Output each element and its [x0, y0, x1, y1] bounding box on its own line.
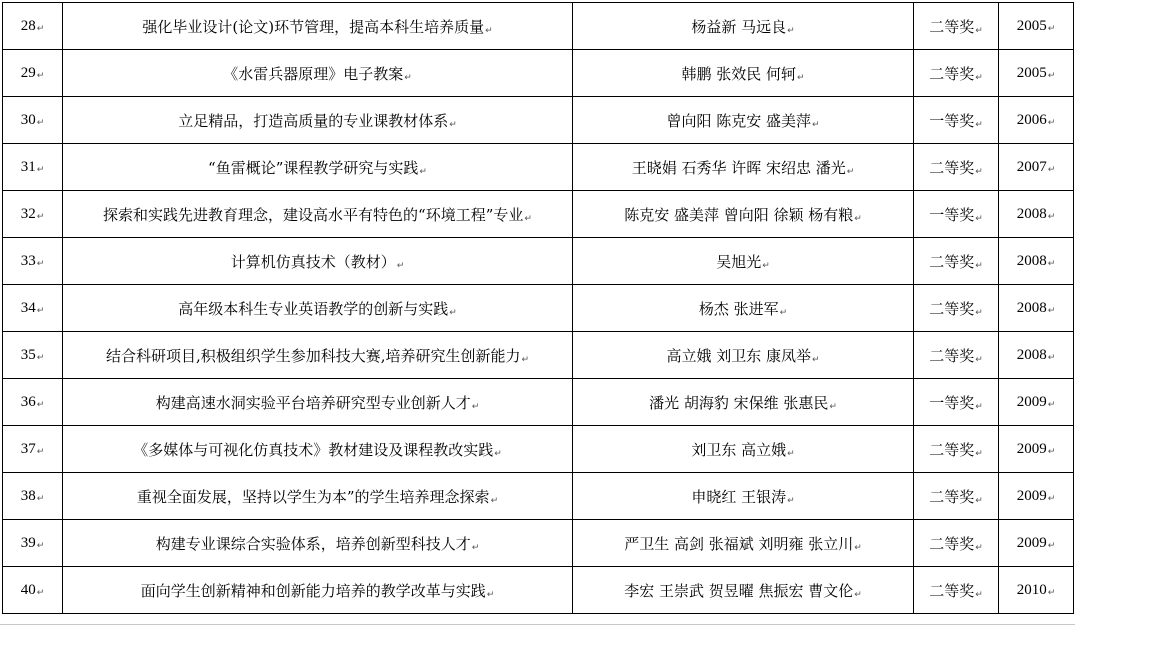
table-row — [3, 97, 1074, 144]
authors: 王晓娟 石秀华 许晖 宋绍忠 潘光 — [631, 158, 846, 177]
table-row — [3, 191, 1074, 238]
prize-cell — [914, 3, 999, 50]
authors: 韩鹏 张效民 何轲 — [681, 64, 796, 83]
prize-cell — [914, 379, 999, 426]
paragraph-mark-icon: ↵ — [975, 495, 983, 506]
row-number-cell — [3, 3, 63, 50]
authors: 吴旭光 — [716, 252, 762, 271]
paragraph-mark-icon: ↵ — [36, 493, 45, 504]
prize-cell — [914, 144, 999, 191]
paragraph-mark-icon: ↵ — [36, 446, 45, 457]
project-title-cell — [63, 567, 573, 614]
year-cell — [999, 473, 1074, 520]
row-number: 36 — [20, 393, 36, 410]
project-title: 结合科研项目,积极组织学生参加科技大赛,培养研究生创新能力 — [105, 346, 521, 365]
paragraph-mark-icon: ↵ — [1047, 164, 1056, 175]
project-title-cell — [63, 520, 573, 567]
year-cell — [999, 144, 1074, 191]
paragraph-mark-icon: ↵ — [975, 260, 983, 271]
row-number: 35 — [20, 346, 36, 363]
authors-cell — [573, 332, 914, 379]
prize-cell — [914, 191, 999, 238]
paragraph-mark-icon: ↵ — [36, 305, 45, 316]
row-number: 40 — [20, 581, 36, 598]
project-title-cell — [63, 285, 573, 332]
award-year: 2008 — [1016, 299, 1047, 316]
prize-cell — [914, 426, 999, 473]
prize-level: 二等奖 — [929, 487, 975, 506]
paragraph-mark-icon: ↵ — [1047, 399, 1056, 410]
row-number-cell — [3, 285, 63, 332]
paragraph-mark-icon: ↵ — [36, 117, 45, 128]
award-year: 2007 — [1016, 158, 1047, 175]
paragraph-mark-icon: ↵ — [854, 213, 862, 224]
prize-cell — [914, 50, 999, 97]
paragraph-mark-icon: ↵ — [1047, 540, 1056, 551]
prize-level: 一等奖 — [929, 393, 975, 412]
paragraph-mark-icon: ↵ — [975, 25, 983, 36]
prize-level: 二等奖 — [929, 581, 975, 600]
table-row — [3, 426, 1074, 473]
paragraph-mark-icon: ↵ — [797, 72, 805, 83]
paragraph-mark-icon: ↵ — [486, 589, 495, 600]
project-title: 立足精品，打造高质量的专业课教材体系 — [178, 111, 449, 130]
project-title-cell — [63, 3, 573, 50]
authors: 杨益新 马远良 — [691, 17, 787, 36]
paragraph-mark-icon: ↵ — [521, 354, 530, 365]
row-number-cell — [3, 473, 63, 520]
award-year: 2009 — [1016, 440, 1047, 457]
paragraph-mark-icon: ↵ — [854, 589, 862, 600]
authors-cell — [573, 285, 914, 332]
row-number-cell — [3, 567, 63, 614]
row-number: 30 — [20, 111, 36, 128]
project-title-cell — [63, 97, 573, 144]
authors: 申晓红 王银涛 — [691, 487, 787, 506]
paragraph-mark-icon: ↵ — [490, 495, 499, 506]
table-row — [3, 473, 1074, 520]
paragraph-mark-icon: ↵ — [1047, 305, 1056, 316]
paragraph-mark-icon: ↵ — [36, 399, 45, 410]
authors-cell — [573, 567, 914, 614]
paragraph-mark-icon: ↵ — [779, 307, 788, 318]
project-title-cell — [63, 238, 573, 285]
paragraph-mark-icon: ↵ — [829, 401, 837, 412]
awards-table-body — [3, 3, 1074, 614]
year-cell — [999, 567, 1074, 614]
table-row — [3, 3, 1074, 50]
paragraph-mark-icon: ↵ — [1047, 446, 1056, 457]
paragraph-mark-icon: ↵ — [812, 119, 820, 130]
table-row — [3, 238, 1074, 285]
row-number: 28 — [20, 17, 36, 34]
project-title: 强化毕业设计(论文)环节管理，提高本科生培养质量 — [142, 17, 485, 36]
row-number: 39 — [20, 534, 36, 551]
paragraph-mark-icon: ↵ — [36, 352, 45, 363]
paragraph-mark-icon: ↵ — [1047, 23, 1056, 34]
authors: 杨杰 张进军 — [698, 299, 779, 318]
paragraph-mark-icon: ↵ — [36, 587, 45, 598]
paragraph-mark-icon: ↵ — [449, 119, 457, 130]
year-cell — [999, 520, 1074, 567]
prize-level: 一等奖 — [929, 205, 975, 224]
authors-cell — [573, 379, 914, 426]
table-row — [3, 332, 1074, 379]
paragraph-mark-icon: ↵ — [1047, 258, 1056, 269]
project-title: 《水雷兵器原理》电子教案 — [223, 64, 404, 83]
award-year: 2005 — [1016, 17, 1047, 34]
row-number: 34 — [20, 299, 36, 316]
paragraph-mark-icon: ↵ — [1047, 70, 1056, 81]
table-row — [3, 379, 1074, 426]
paragraph-mark-icon: ↵ — [449, 307, 457, 318]
year-cell — [999, 285, 1074, 332]
paragraph-mark-icon: ↵ — [975, 354, 983, 365]
row-number-cell — [3, 332, 63, 379]
authors-cell — [573, 520, 914, 567]
prize-level: 二等奖 — [929, 158, 975, 177]
project-title-cell — [63, 144, 573, 191]
row-number-cell — [3, 144, 63, 191]
paragraph-mark-icon: ↵ — [471, 401, 480, 412]
paragraph-mark-icon: ↵ — [1047, 587, 1056, 598]
prize-cell — [914, 332, 999, 379]
project-title: “鱼雷概论”课程教学研究与实践 — [208, 158, 419, 177]
prize-cell — [914, 520, 999, 567]
paragraph-mark-icon: ↵ — [975, 307, 983, 318]
award-year: 2009 — [1016, 487, 1047, 504]
authors: 刘卫东 高立娥 — [691, 440, 787, 459]
project-title-cell — [63, 191, 573, 238]
paragraph-mark-icon: ↵ — [854, 542, 862, 553]
authors-cell — [573, 97, 914, 144]
award-year: 2009 — [1016, 393, 1047, 410]
row-number: 31 — [20, 158, 36, 175]
paragraph-mark-icon: ↵ — [1047, 211, 1056, 222]
paragraph-mark-icon: ↵ — [787, 495, 795, 506]
authors-cell — [573, 191, 914, 238]
paragraph-mark-icon: ↵ — [36, 23, 45, 34]
award-year: 2008 — [1016, 252, 1047, 269]
page-edge-line — [0, 624, 1075, 625]
project-title: 高年级本科生专业英语教学的创新与实践 — [178, 299, 449, 318]
row-number: 33 — [20, 252, 36, 269]
prize-level: 二等奖 — [929, 440, 975, 459]
authors: 曾向阳 陈克安 盛美萍 — [666, 111, 811, 130]
prize-level: 二等奖 — [929, 299, 975, 318]
authors: 高立娥 刘卫东 康凤举 — [666, 346, 811, 365]
prize-level: 二等奖 — [929, 64, 975, 83]
paragraph-mark-icon: ↵ — [846, 166, 855, 177]
project-title-cell — [63, 50, 573, 97]
row-number: 32 — [20, 205, 36, 222]
project-title-cell — [63, 473, 573, 520]
authors-cell — [573, 426, 914, 473]
prize-level: 一等奖 — [929, 111, 975, 130]
row-number: 37 — [20, 440, 36, 457]
paragraph-mark-icon: ↵ — [975, 589, 983, 600]
authors: 潘光 胡海豹 宋保维 张惠民 — [649, 393, 829, 412]
year-cell — [999, 97, 1074, 144]
year-cell — [999, 50, 1074, 97]
project-title: 构建高速水洞实验平台培养研究型专业创新人才 — [155, 393, 471, 412]
paragraph-mark-icon: ↵ — [762, 260, 770, 271]
project-title: 计算机仿真技术（教材） — [230, 252, 396, 271]
row-number-cell — [3, 379, 63, 426]
paragraph-mark-icon: ↵ — [36, 164, 45, 175]
paragraph-mark-icon: ↵ — [471, 542, 480, 553]
authors-cell — [573, 3, 914, 50]
paragraph-mark-icon: ↵ — [975, 401, 983, 412]
paragraph-mark-icon: ↵ — [404, 72, 412, 83]
prize-cell — [914, 97, 999, 144]
row-number-cell — [3, 426, 63, 473]
paragraph-mark-icon: ↵ — [396, 260, 405, 271]
paragraph-mark-icon: ↵ — [975, 166, 983, 177]
paragraph-mark-icon: ↵ — [1047, 117, 1056, 128]
year-cell — [999, 426, 1074, 473]
award-year: 2005 — [1016, 64, 1047, 81]
row-number: 38 — [20, 487, 36, 504]
prize-level: 二等奖 — [929, 17, 975, 36]
paragraph-mark-icon: ↵ — [975, 213, 983, 224]
project-title-cell — [63, 332, 573, 379]
paragraph-mark-icon: ↵ — [419, 166, 427, 177]
paragraph-mark-icon: ↵ — [1047, 352, 1056, 363]
prize-level: 二等奖 — [929, 346, 975, 365]
paragraph-mark-icon: ↵ — [36, 258, 45, 269]
prize-cell — [914, 567, 999, 614]
table-row — [3, 567, 1074, 614]
award-year: 2006 — [1016, 111, 1047, 128]
paragraph-mark-icon: ↵ — [494, 448, 502, 459]
row-number-cell — [3, 50, 63, 97]
authors-cell — [573, 238, 914, 285]
award-year: 2008 — [1016, 346, 1047, 363]
project-title: 《多媒体与可视化仿真技术》教材建设及课程教改实践 — [133, 440, 494, 459]
paragraph-mark-icon: ↵ — [812, 354, 820, 365]
authors: 陈克安 盛美萍 曾向阳 徐颖 杨有粮 — [624, 205, 854, 224]
paragraph-mark-icon: ↵ — [975, 542, 983, 553]
paragraph-mark-icon: ↵ — [36, 70, 45, 81]
year-cell — [999, 238, 1074, 285]
paragraph-mark-icon: ↵ — [787, 25, 795, 36]
prize-level: 二等奖 — [929, 534, 975, 553]
row-number-cell — [3, 191, 63, 238]
authors-cell — [573, 473, 914, 520]
table-row — [3, 285, 1074, 332]
row-number: 29 — [20, 64, 36, 81]
authors: 严卫生 高剑 张福斌 刘明雍 张立川 — [624, 534, 854, 553]
row-number-cell — [3, 97, 63, 144]
year-cell — [999, 379, 1074, 426]
paragraph-mark-icon: ↵ — [975, 119, 983, 130]
project-title: 构建专业课综合实验体系，培养创新型科技人才 — [155, 534, 471, 553]
award-year: 2010 — [1016, 581, 1047, 598]
paragraph-mark-icon: ↵ — [975, 72, 983, 83]
award-year: 2008 — [1016, 205, 1047, 222]
paragraph-mark-icon: ↵ — [1047, 493, 1056, 504]
authors: 李宏 王崇武 贺昱曜 焦振宏 曹文伦 — [624, 581, 854, 600]
year-cell — [999, 191, 1074, 238]
paragraph-mark-icon: ↵ — [36, 211, 45, 222]
year-cell — [999, 332, 1074, 379]
paragraph-mark-icon: ↵ — [787, 448, 795, 459]
row-number-cell — [3, 238, 63, 285]
paragraph-mark-icon: ↵ — [975, 448, 983, 459]
project-title-cell — [63, 379, 573, 426]
prize-cell — [914, 238, 999, 285]
prize-cell — [914, 285, 999, 332]
table-row — [3, 520, 1074, 567]
award-year: 2009 — [1016, 534, 1047, 551]
project-title: 重视全面发展，坚持以学生为本”的学生培养理念探索 — [136, 487, 490, 506]
authors-cell — [573, 50, 914, 97]
paragraph-mark-icon: ↵ — [524, 213, 532, 224]
row-number-cell — [3, 520, 63, 567]
paragraph-mark-icon: ↵ — [485, 25, 493, 36]
project-title: 探索和实践先进教育理念，建设高水平有特色的“环境工程”专业 — [103, 205, 524, 224]
prize-level: 二等奖 — [929, 252, 975, 271]
project-title-cell — [63, 426, 573, 473]
awards-table — [2, 2, 1074, 614]
table-row — [3, 144, 1074, 191]
authors-cell — [573, 144, 914, 191]
prize-cell — [914, 473, 999, 520]
table-row — [3, 50, 1074, 97]
project-title: 面向学生创新精神和创新能力培养的教学改革与实践 — [140, 581, 486, 600]
paragraph-mark-icon: ↵ — [36, 540, 45, 551]
year-cell — [999, 3, 1074, 50]
